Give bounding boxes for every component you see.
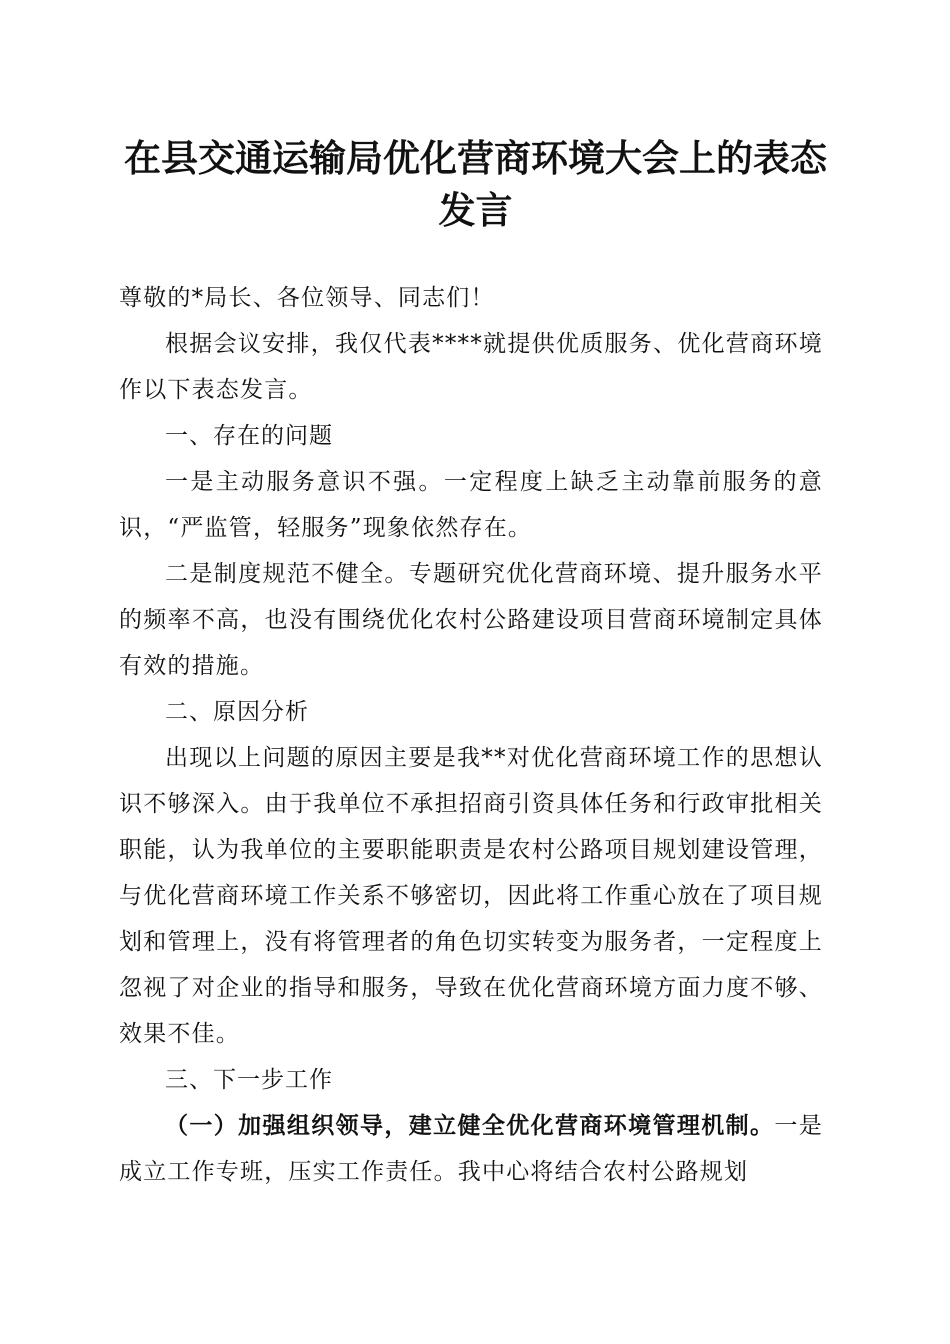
section-heading-problems: 一、存在的问题 (165, 423, 333, 449)
section-heading-next-steps: 三、下一步工作 (165, 1067, 333, 1093)
salutation: 尊敬的*局长、各位领导、同志们！ (119, 285, 495, 311)
section-heading-causes: 二、原因分析 (165, 699, 309, 725)
cause-paragraph: 出现以上问题的原因主要是我**对优化营商环境工作的思想认识不够深入。由于我单位不承担招商引资具体任务和行政审批相关职能，认为我单位的主要职能职责是农村公路项目规划建设管理，与优化营商环境工作关系不够密切，因此将工作重心放在了项目规划和管理上，没有将管理者的角色切实转变为服务者，一定程度上忽视了对企业的指导和服务，导致在优化营商环境方面力度不够、效果不佳。 (119, 745, 823, 1047)
next-step-subheading: （一）加强组织领导，建立健全优化营商环境管理机制。 (165, 1112, 775, 1139)
problem-paragraph-1: 一是主动服务意识不强。一定程度上缺乏主动靠前服务的意识，“严监管，轻服务”现象依然存在。 (119, 469, 823, 541)
next-step-paragraph-text: 一是成立工作专班，压实工作责任。我中心将结合农村公路规划 (119, 1113, 823, 1185)
document-body (119, 275, 823, 1195)
intro-paragraph: 根据会议安排，我仅代表****就提供优质服务、优化营商环境作以下表态发言。 (119, 331, 823, 403)
next-step-paragraph-1 (119, 1103, 823, 1195)
problem-paragraph-2: 二是制度规范不健全。专题研究优化营商环境、提升服务水平的频率不高，也没有围绕优化农村公路建设项目营商环境制定具体有效的措施。 (119, 561, 823, 679)
document-title: 在县交通运输局优化营商环境大会上的表态发言 (124, 136, 827, 232)
